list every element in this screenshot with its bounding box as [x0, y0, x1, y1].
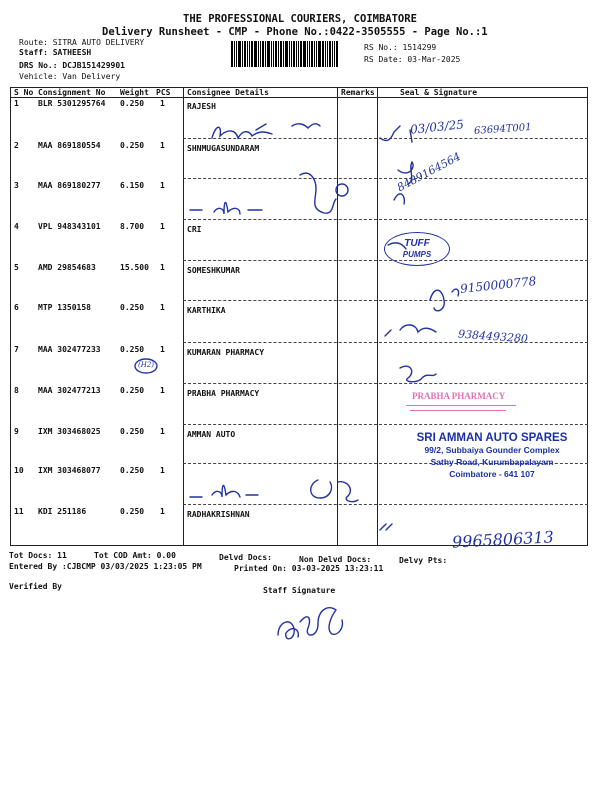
col-header-remarks: Remarks	[341, 88, 375, 97]
runsheet-title: Delivery Runsheet - CMP - Phone No.:0422-3505555 - Page No.:1	[102, 26, 488, 38]
route-label: Route: SITRA AUTO DELIVERY	[19, 38, 145, 47]
printed-on: Printed On: 03-03-2025 13:23:11	[234, 564, 384, 573]
row-pcs: 1	[160, 263, 165, 272]
col-header-signature: Seal & Signature	[400, 88, 478, 97]
pharmacy-stamp-name: PRABHA PHARMACY	[412, 391, 506, 401]
delivered-docs: Delvd Docs:	[219, 553, 272, 562]
row-consignment-no: IXM 303468025	[38, 427, 101, 436]
row-weight: 15.500	[120, 263, 149, 272]
total-docs: Tot Docs: 11	[9, 551, 67, 560]
rs-number: RS No.: 1514299	[364, 43, 437, 52]
row-pcs: 1	[160, 303, 165, 312]
row-pcs: 1	[160, 181, 165, 190]
col-header-weight: Weight	[120, 88, 149, 97]
amman-auto-stamp	[402, 432, 582, 480]
rs-date: RS Date: 03-Mar-2025	[364, 55, 461, 64]
row-consignee: RAJESH	[187, 102, 216, 111]
row-pcs: 1	[160, 141, 165, 150]
staff-label: Staff: SATHEESH	[19, 48, 92, 57]
row-sno: 2	[14, 141, 19, 150]
row-weight: 0.250	[120, 99, 145, 108]
row-pcs: 1	[160, 466, 165, 475]
row-consignee: RADHAKRISHNAN	[187, 510, 250, 519]
row7-weight-note: (H2)	[138, 361, 155, 369]
row3-phone-handwritten: 8489164564	[394, 149, 463, 195]
row-sno: 6	[14, 303, 19, 312]
row-consignment-no: KDI 251186	[38, 507, 87, 516]
delivery-points: Delvy Pts:	[399, 556, 448, 565]
entered-by: Entered By :CJBCMP 03/03/2025 1:23:05 PM	[9, 562, 202, 571]
col-header-sno: S No	[14, 88, 34, 97]
non-delivered-docs: Non Delvd Docs:	[299, 555, 372, 564]
row-pcs: 1	[160, 222, 165, 231]
col-header-pcs: PCS	[156, 88, 171, 97]
pumps-label: PUMPS	[402, 250, 432, 259]
row-consignment-no: MTP 1350158	[38, 303, 91, 312]
row-consignment-no: BLR 5301295764	[38, 99, 106, 108]
row-pcs: 1	[160, 99, 165, 108]
row-sno: 7	[14, 345, 19, 354]
row-pcs: 1	[160, 427, 165, 436]
row-weight: 0.250	[120, 427, 145, 436]
row-weight: 0.250	[120, 386, 145, 395]
staff-signature-label: Staff Signature	[263, 586, 336, 595]
tuff-label: TUFF	[404, 238, 430, 249]
row-consignment-no: MAA 869180554	[38, 141, 101, 150]
total-cod-amount: Tot COD Amt: 0.00	[94, 551, 176, 560]
row-consignee: SOMESHKUMAR	[187, 266, 240, 275]
row-weight: 8.700	[120, 222, 145, 231]
vehicle-label: Vehicle: Van Delivery	[19, 72, 121, 81]
row1-date-handwritten: 03/03/25	[409, 117, 465, 137]
row-sno: 3	[14, 181, 19, 190]
row-consignment-no: MAA 869180277	[38, 181, 101, 190]
row-consignment-no: MAA 302477213	[38, 386, 101, 395]
company-title: THE PROFESSIONAL COURIERS, COIMBATORE	[183, 13, 417, 25]
row-sno: 5	[14, 263, 19, 272]
row-consignee: AMMAN AUTO	[187, 430, 236, 439]
row-weight: 0.250	[120, 507, 145, 516]
row-pcs: 1	[160, 345, 165, 354]
row-consignment-no: VPL 948343101	[38, 222, 101, 231]
verified-by: Verified By	[9, 582, 62, 591]
row-sno: 11	[14, 507, 24, 516]
row-consignee: KUMARAN PHARMACY	[187, 348, 265, 357]
amman-stamp-name: SRI AMMAN AUTO SPARES	[416, 432, 568, 444]
col-header-consignee: Consignee Details	[187, 88, 269, 97]
row-sno: 9	[14, 427, 19, 436]
row-consignee: SHNMUGASUNDARAM	[187, 144, 260, 153]
tuff-pumps-stamp	[384, 232, 450, 266]
row-consignee: PRABHA PHARMACY	[187, 389, 260, 398]
row-consignee: CRI	[187, 225, 202, 234]
row6-phone-handwritten: 9150000778	[459, 274, 537, 296]
col-header-consignment: Consignment No	[38, 88, 106, 97]
row-weight: 6.150	[120, 181, 145, 190]
row-weight: 0.250	[120, 466, 145, 475]
row-weight: 0.250	[120, 345, 145, 354]
row-sno: 4	[14, 222, 19, 231]
amman-stamp-address-1: 99/2, Subbaiya Gounder Complex	[424, 445, 560, 455]
row-pcs: 1	[160, 507, 165, 516]
row-consignment-no: IXM 303468077	[38, 466, 101, 475]
row-sno: 1	[14, 99, 19, 108]
drs-number: DRS No.: DCJB151429901	[19, 61, 125, 70]
row-consignment-no: MAA 302477233	[38, 345, 101, 354]
row1-phone-handwritten: 63694T001	[473, 122, 532, 137]
row-weight: 0.250	[120, 141, 145, 150]
row-sno: 10	[14, 466, 24, 475]
pharmacy-stamp	[392, 392, 544, 432]
row-sno: 8	[14, 386, 19, 395]
row7-phone-handwritten: 9384493280	[457, 327, 529, 346]
row-weight: 0.250	[120, 303, 145, 312]
amman-stamp-address-2: Sathy Road, Kurumbapalayam	[430, 457, 554, 467]
row-consignment-no: AMD 29854683	[38, 263, 96, 272]
amman-stamp-address-3: Coimbatore - 641 107	[449, 469, 535, 479]
row-consignee: KARTHIKA	[187, 306, 226, 315]
row-pcs: 1	[160, 386, 165, 395]
row11-phone-handwritten: 9965806313	[451, 527, 555, 552]
